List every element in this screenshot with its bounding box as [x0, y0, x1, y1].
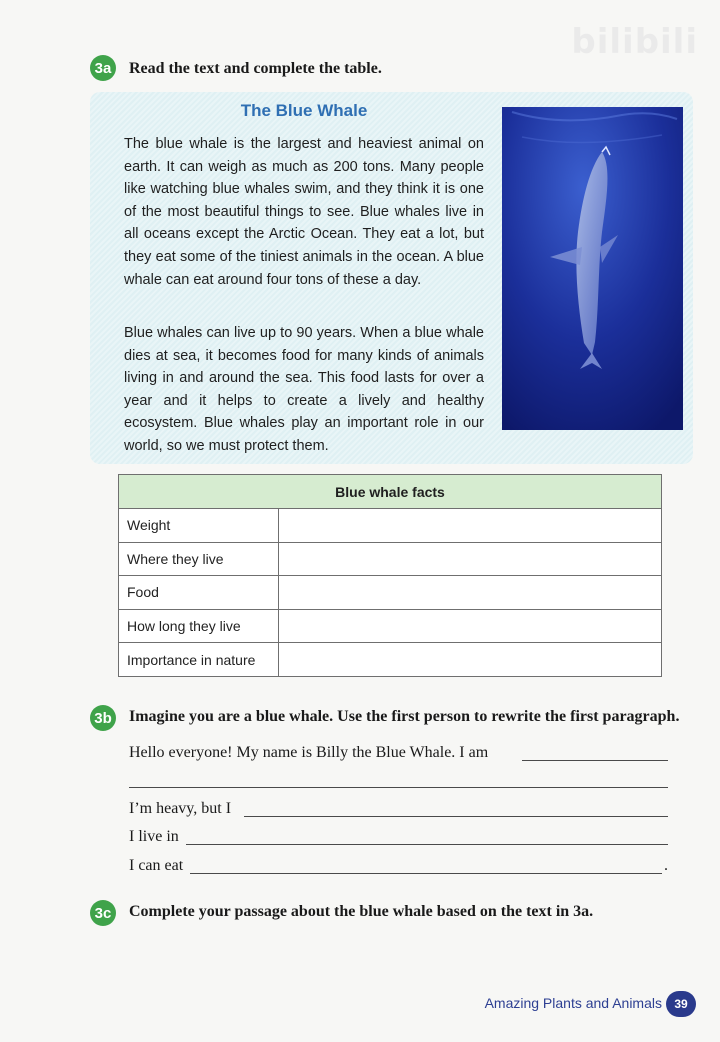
answer-blank-1[interactable] [522, 760, 668, 761]
row-label-lifespan: How long they live [119, 609, 279, 643]
row-label-food: Food [119, 576, 279, 610]
table-row [119, 576, 662, 610]
row-label-habitat: Where they live [119, 542, 279, 576]
row-label-weight: Weight [119, 509, 279, 543]
row-label-importance: Importance in nature [119, 643, 279, 677]
unit-title: Amazing Plants and Animals [484, 995, 662, 1011]
section-3b-badge: 3b [90, 705, 116, 731]
answer-cell-lifespan[interactable] [279, 609, 662, 643]
answer-cell-weight[interactable] [279, 509, 662, 543]
table-row [119, 542, 662, 576]
answer-blank-5[interactable] [190, 873, 662, 874]
section-3a-instruction: Read the text and complete the table. [129, 60, 382, 77]
rewrite-line-3-text: I’m heavy, but I [129, 800, 232, 817]
section-3b-instruction: Imagine you are a blue whale. Use the first person to rewrite the first paragraph. [129, 708, 680, 725]
table-row [119, 509, 662, 543]
answer-blank-3[interactable] [244, 816, 668, 817]
section-3c-badge: 3c [90, 900, 116, 926]
section-3c-instruction: Complete your passage about the blue whale based on the text in 3a. [129, 903, 594, 920]
rewrite-line-5-text: I can eat [129, 857, 184, 874]
table-row [119, 643, 662, 677]
article-title: The Blue Whale [240, 101, 368, 120]
table-row [119, 609, 662, 643]
section-3a-badge: 3a [90, 55, 116, 81]
article-paragraph-2: Blue whales can live up to 90 years. When a blue whale dies at sea, it becomes food for many kinds of animals living in and around the sea. This food lasts for over a year and it helps to create a lively and healthy ecosystem. Blue whales play an important role in our world, so we must protect them. [124, 325, 484, 454]
answer-cell-importance[interactable] [279, 643, 662, 677]
answer-cell-habitat[interactable] [279, 542, 662, 576]
page-number: 39 [666, 991, 696, 1017]
rewrite-line-1-text: Hello everyone! My name is Billy the Blue Whale. I am [129, 744, 489, 761]
watermark: bilibili [571, 22, 698, 62]
rewrite-line-4-text: I live in [129, 828, 179, 845]
answer-blank-4[interactable] [186, 844, 668, 845]
article-paragraph-1: The blue whale is the largest and heaviest animal on earth. It can weigh as much as 200 tons. Many people like watching blue whales swim, and they think it is one of the most beautiful things to see. Blue whales live in all oceans except the Arctic Ocean. They eat a lot, but they eat some of the tiniest animals in the ocean. A blue whale can eat around four tons of these a day. [124, 136, 484, 288]
answer-cell-food[interactable] [279, 576, 662, 610]
blue-whale-photo [502, 107, 683, 430]
table-header: Blue whale facts [119, 475, 662, 509]
answer-blank-2[interactable] [129, 787, 668, 788]
rewrite-line-5-period: . [664, 857, 668, 874]
whale-facts-table [118, 474, 662, 677]
